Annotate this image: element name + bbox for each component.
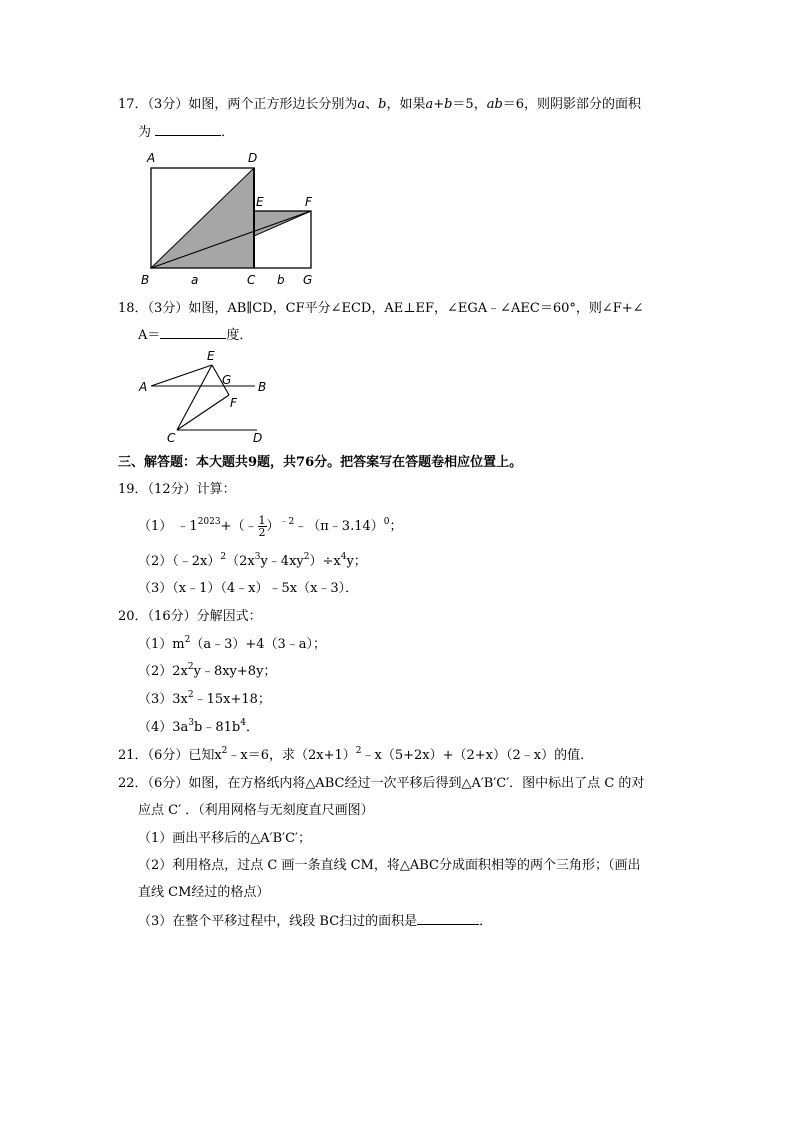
q20-title: 20．（16分）分解因式： [118, 609, 262, 624]
label-d-point: D [248, 151, 258, 165]
q22-part2b: 直线 CM经过的格点） [138, 885, 270, 900]
answer-blank[interactable] [417, 912, 479, 925]
line-cf [177, 395, 229, 430]
answer-blank[interactable] [160, 326, 226, 339]
section-heading: 三、解答题：本大题共9题，共76分。把答案写在答题卷相应位置上。 [118, 455, 523, 470]
q20-part3: $(3)3x^2﹣15x+18$； [138, 690, 271, 707]
q22-part2a: （2）利用格点，过点 C 画一条直线 CM，将△ABC分成面积相等的两个三角形；（画出 [138, 858, 641, 873]
label-c-point: C [167, 431, 176, 445]
q20-part2: $(2)2x^2y﹣8xy+8y$； [138, 662, 277, 679]
label-a-point: A [147, 151, 156, 165]
q19-part2: $(2)(﹣2x)^2(2x^3y﹣4xy^2)\div x^4y$； [138, 552, 367, 569]
q19-title: 19．（12分）计算： [118, 482, 236, 497]
label-c-point: C [247, 273, 256, 287]
q19-part1: （1） $﹣1^{2023}+(﹣$ $\frac{1}{2}$ ）$^{﹣2}$﹣（π﹣3.14）$^0$； [138, 514, 403, 539]
label-e-point: E [207, 349, 215, 363]
q17-line2: 为 ． [138, 125, 235, 140]
q22-line1: 22．（6分）如图，在方格纸内将△ABC经过一次平移后得到△A′B′C′．图中标出了点 C 的对 [118, 776, 645, 791]
q22-part3: （3）在整个平移过程中，线段 BC扫过的面积是 ． [138, 914, 493, 929]
label-e-point: E [256, 195, 264, 209]
q18-line2: A＝ 度． [138, 328, 253, 343]
label-a-point: A [139, 380, 148, 394]
answer-blank[interactable] [155, 123, 221, 136]
label-g-point: G [222, 373, 232, 387]
label-b-point: B [258, 380, 267, 394]
q20-part1: $(1)m^2(a﹣3)+4(3﹣a)$； [138, 635, 327, 652]
q22-part1: （1）画出平移后的△A′B′C′； [138, 831, 312, 846]
q20-part4: $(4)3a^3b﹣81b^4$． [138, 718, 259, 735]
q21-text: 21．（6分）已知$x^2﹣x=6$，求$(2x+1)^2﹣x(5+2x)+(2+x)(2﹣x)$的值． [118, 746, 594, 763]
label-d-point: D [253, 431, 263, 445]
q17-figure [135, 148, 325, 290]
shaded-triangle-def [254, 211, 311, 236]
label-a-length: a [191, 273, 199, 287]
label-f-point: F [230, 396, 237, 410]
q22-line2: 应点 C′ ．（利用网格与无刻度直尺画图） [138, 803, 374, 818]
shaded-triangle-bdc [151, 168, 254, 268]
q19-part3: （3）（x﹣1）（4﹣x）﹣5x（x﹣3）． [138, 581, 359, 596]
fraction-one-half: $\frac{1}{2}$ [258, 514, 266, 539]
q18-line1: 18．（3分）如图，AB∥CD，CF平分∠ECD，AE⊥EF，∠EGA﹣∠AEC＝60°，则∠F+∠ [118, 301, 644, 316]
q17-line1: 17．（3分）如图，两个正方形边长分别为a、b，如果a+b＝5，ab＝6，则阴影部分的面积 [118, 97, 642, 112]
label-g-point: G [303, 273, 313, 287]
q18-figure [135, 346, 285, 446]
label-b-point: B [141, 273, 150, 287]
label-b-length: b [277, 273, 285, 287]
label-f-point: F [305, 195, 312, 209]
